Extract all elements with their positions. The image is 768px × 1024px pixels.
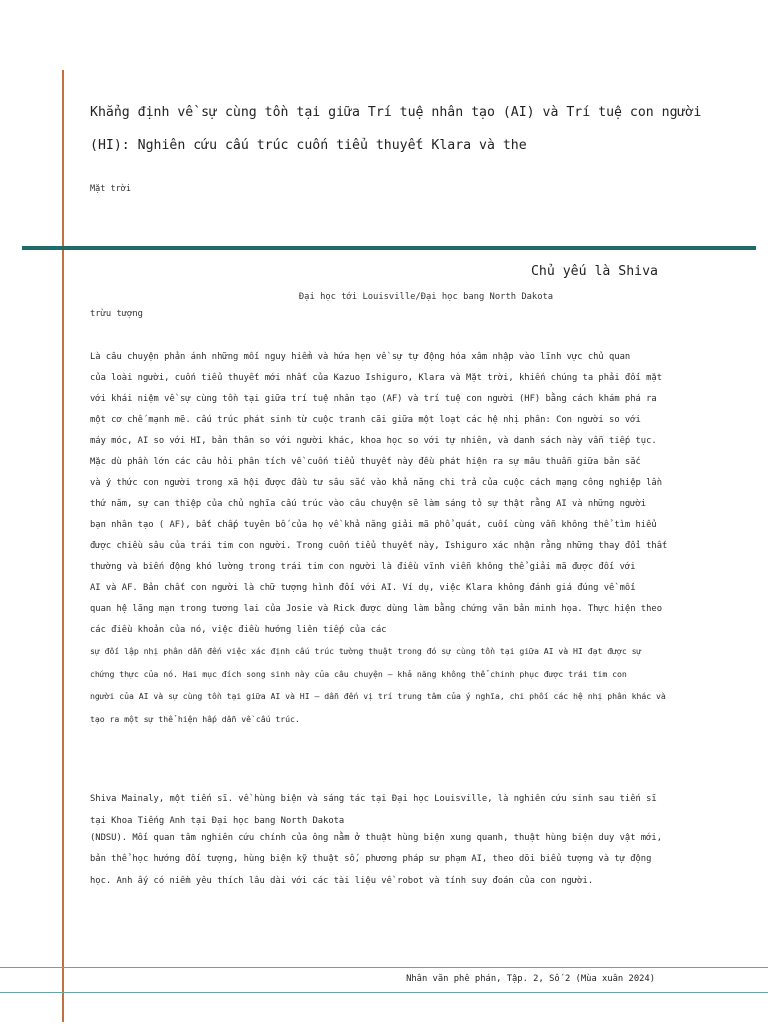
abstract-line: sự đối lập nhị phân dẫn đến việc xác định cấu trúc tường thuật trong đó sự cùng tồn tại giữa AI và HI đạt được sự	[90, 646, 642, 656]
abstract-line: thứ năm, sự can thiệp của chủ nghĩa cấu trúc vào câu chuyện sẽ làm sáng tỏ sự thật rằng AI và những người	[90, 499, 647, 509]
abstract-line: quan hệ lãng mạn trong tương lai của Josie và Rick được dùng làm bằng chứng văn bản minh họa. Thực hiện theo	[90, 604, 662, 614]
abstract-heading: trừu tượng	[90, 309, 143, 319]
abstract-line: Mặc dù phần lớn các câu hỏi phân tích về cuốn tiểu thuyết này đều phát hiện ra sự mâu thuẫn giữa bản sắc	[90, 457, 641, 467]
abstract-line: và ý thức con người trong xã hội được đầu tư sâu sắc vào khả năng chi trả của cuộc cách mạng công nghiệp lần	[90, 478, 662, 488]
title-continuation: Mặt trời	[90, 184, 131, 194]
abstract-line: người của AI và sự cùng tồn tại giữa AI và HI – dẫn đến vị trí trung tâm của ý nghĩa, chi phối các hệ nhị phân khác và	[90, 691, 666, 701]
title-line: Khẳng định về sự cùng tồn tại giữa Trí tuệ nhân tạo (AI) và Trí tuệ con người	[90, 105, 702, 120]
abstract-line: của loài người, cuốn tiểu thuyết mới nhất của Kazuo Ishiguro, Klara và Mặt trời, khiến chúng ta phải đối mặt	[90, 373, 662, 383]
bio-line: học. Anh ấy có niềm yêu thích lâu dài với các tài liệu về robot và tính suy đoán của con người.	[90, 875, 594, 886]
abstract-line: được chiều sâu của trái tim con người. Trong cuốn tiểu thuyết này, Ishiguro xác nhận rằng những thay đổi thất	[90, 541, 668, 551]
abstract-line: máy móc, AI so với HI, bản thân so với người khác, khoa học so với tự nhiên, và danh sách này vẫn tiếp tục.	[90, 436, 657, 446]
author-affiliation: Đại học tới Louisville/Đại học bang North Dakota	[298, 292, 554, 302]
abstract-line: với khái niệm về sự cùng tồn tại giữa trí tuệ nhân tạo (AF) và trí tuệ con người (HF) bằng cách khám phá ra	[90, 394, 657, 404]
author-name: Chủ yếu là Shiva	[530, 264, 658, 279]
bio-line: bản thể học hướng đối tượng, hùng biện kỹ thuật số, phương pháp sư phạm AI, theo dõi biểu tượng và tự động	[90, 854, 652, 864]
journal-citation: Nhân văn phê phán, Tập. 2, Số 2 (Mùa xuân 2024)	[406, 974, 655, 984]
title-line: (HI): Nghiên cứu cấu trúc cuốn tiểu thuyết Klara và the	[90, 138, 527, 153]
abstract-line: tạo ra một sự thể hiện hấp dẫn về cấu trúc.	[90, 713, 300, 724]
header-divider-band	[22, 246, 756, 250]
abstract-line: bạn nhân tạo ( AF), bất chấp tuyên bố của họ về khả năng giải mã phổ quát, cuối cùng vẫn không thể tìm hiểu	[90, 520, 657, 530]
abstract-line: các điều khoản của nó, việc điều hướng liên tiếp của các	[90, 625, 387, 635]
bio-line: Shiva Mainaly, một tiến sĩ. về hùng biện và sáng tác tại Đại học Louisville, là nghiên cứu sinh sau tiến sĩ	[90, 794, 657, 804]
abstract-line: Là câu chuyện phản ánh những mối nguy hiểm và hứa hẹn về sự tự động hóa xâm nhập vào lĩnh vực chủ quan	[90, 352, 631, 362]
abstract-body	[90, 350, 680, 734]
article-title	[90, 96, 702, 162]
author-bio	[90, 792, 680, 895]
left-margin-rule	[62, 70, 64, 1022]
abstract-line: thường và biến động khó lường trong trái tim con người là điều vĩnh viễn không thể giải mã được đối với	[90, 562, 636, 572]
abstract-line: một cơ chế mạnh mẽ. cấu trúc phát sinh từ cuộc tranh cãi giữa một loạt các hệ nhị phân: Con người so với	[90, 415, 641, 425]
bio-line: tại Khoa Tiếng Anh tại Đại học bang North Dakota	[90, 815, 345, 826]
abstract-line: chứng thực của nó. Hai mục đích song sinh này của câu chuyện – khả năng không thể chinh phục được trái tim con	[90, 668, 627, 679]
abstract-line: AI và AF. Bản chất con người là chữ tượng hình đối với AI. Ví dụ, việc Klara không đánh giá đúng về mối	[90, 583, 636, 593]
bio-line: (NDSU). Mối quan tâm nghiên cứu chính của ông nằm ở thuật hùng biện xung quanh, thuật hùng biện duy vật mới,	[90, 832, 662, 843]
